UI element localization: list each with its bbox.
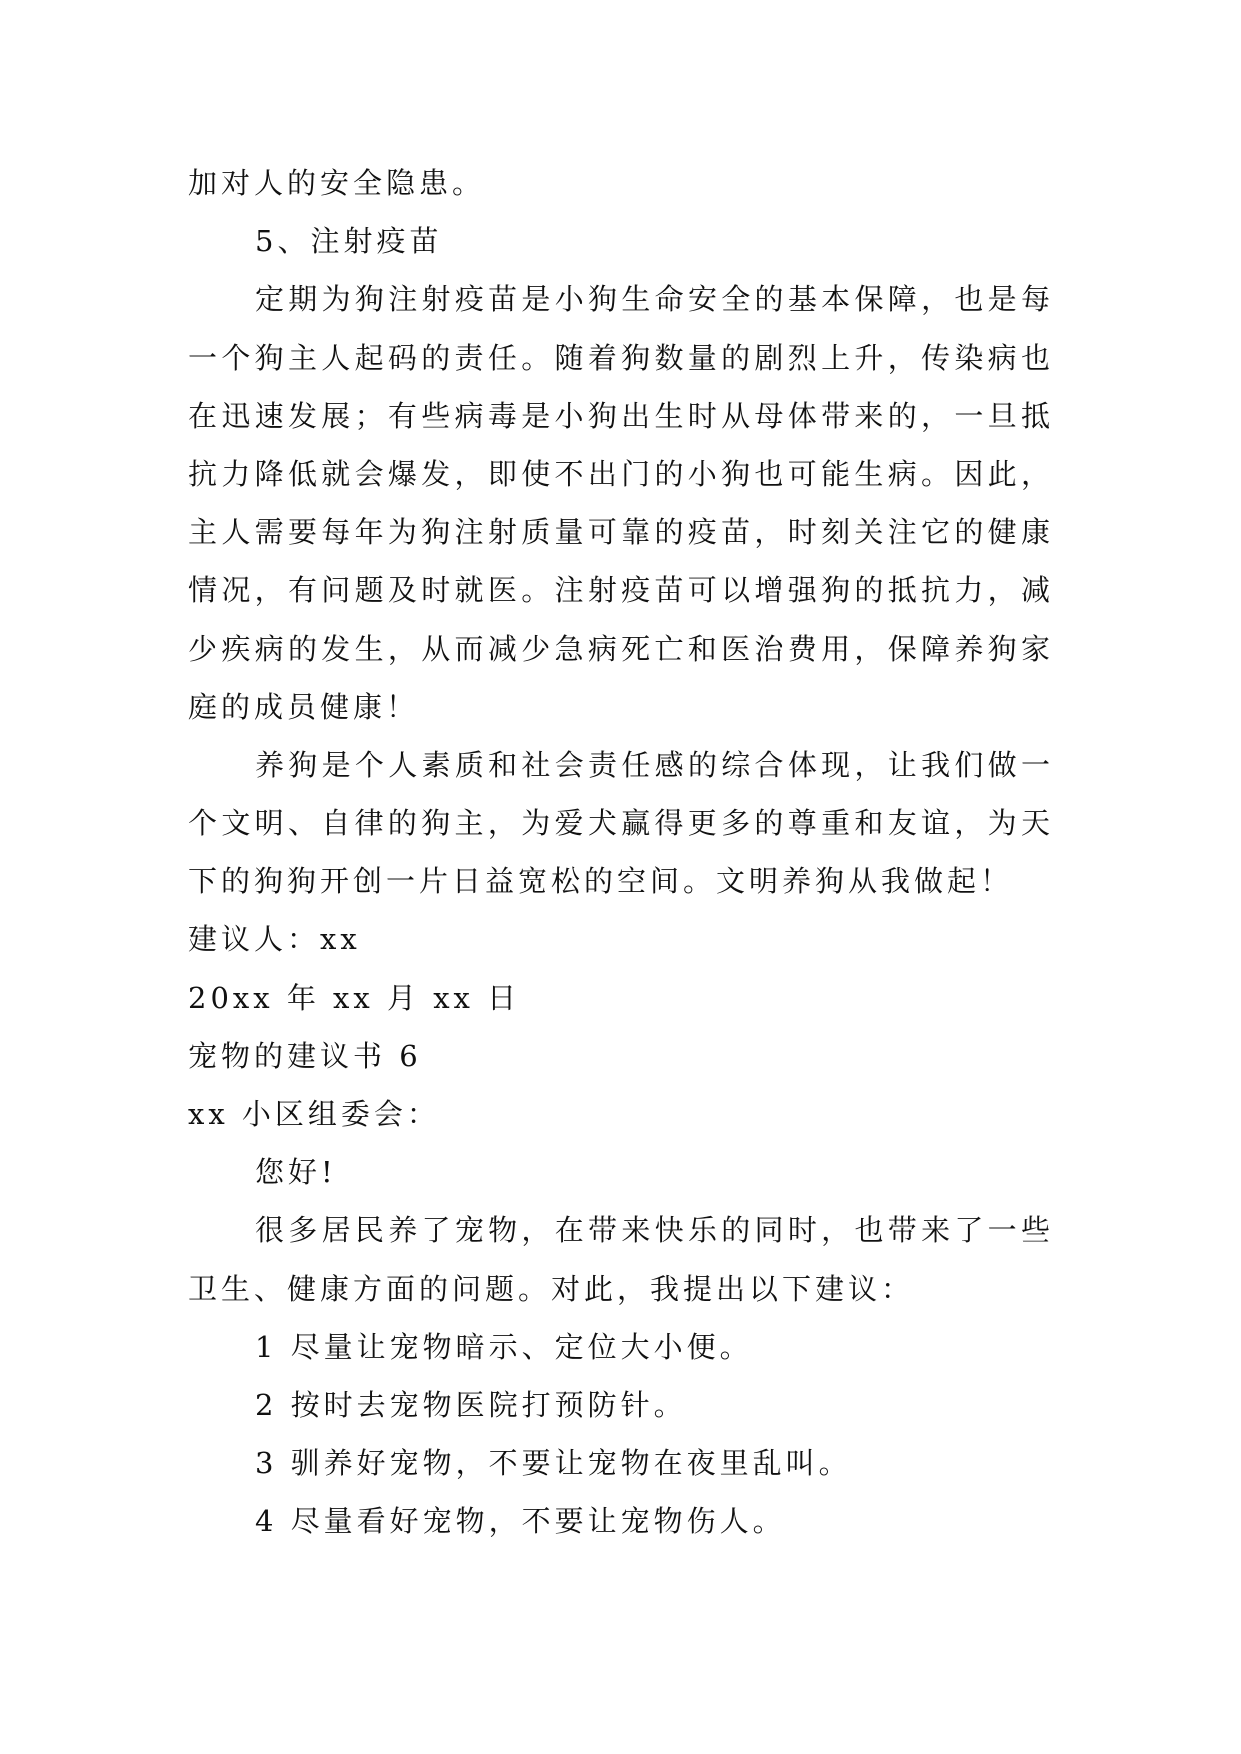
- suggestion-item: 1 尽量让宠物暗示、定位大小便。: [255, 1329, 753, 1364]
- paragraph-line: 个文明、自律的狗主，为爱犬赢得更多的尊重和友谊，为天: [188, 806, 1054, 841]
- paragraph-line: 很多居民养了宠物，在带来快乐的同时，也带来了一些: [255, 1213, 1054, 1248]
- paragraph-line: 卫生、健康方面的问题。对此，我提出以下建议：: [188, 1271, 915, 1306]
- suggestion-item: 3 驯养好宠物，不要让宠物在夜里乱叫。: [255, 1446, 852, 1481]
- section-heading: 5、注射疫苗: [255, 224, 443, 259]
- paragraph-line: 养狗是个人素质和社会责任感的综合体现，让我们做一: [255, 747, 1054, 782]
- letter-title: 宠物的建议书 6: [188, 1038, 422, 1073]
- paragraph-line: 在迅速发展；有些病毒是小狗出生时从母体带来的，一旦抵: [188, 398, 1054, 433]
- letter-greeting: 您好!: [255, 1155, 337, 1190]
- date-line: 20xx 年 xx 月 xx 日: [188, 980, 521, 1015]
- suggestion-item: 4 尽量看好宠物，不要让宠物伤人。: [255, 1504, 786, 1539]
- paragraph-line: 情况，有问题及时就医。注射疫苗可以增强狗的抵抗力，减: [188, 573, 1054, 608]
- suggestion-item: 2 按时去宠物医院打预防针。: [255, 1387, 687, 1422]
- paragraph-line: 定期为狗注射疫苗是小狗生命安全的基本保障，也是每: [255, 282, 1054, 317]
- paragraph-line: 少疾病的发生，从而减少急病死亡和医治费用，保障养狗家: [188, 631, 1054, 666]
- paragraph-line: 庭的成员健康！: [188, 689, 420, 724]
- letter-recipient: xx 小区组委会：: [188, 1097, 440, 1131]
- paragraph-line: 下的狗狗开创一片日益宽松的空间。文明养狗从我做起！: [188, 864, 1014, 899]
- paragraph-line: 加对人的安全隐患。: [188, 166, 486, 200]
- paragraph-line: 主人需要每年为狗注射质量可靠的疫苗，时刻关注它的健康: [188, 515, 1054, 550]
- paragraph-line: 抗力降低就会爆发，即使不出门的小狗也可能生病。因此，: [188, 456, 1054, 491]
- document-body: [188, 154, 1054, 1551]
- paragraph-line: 一个狗主人起码的责任。随着狗数量的剧烈上升，传染病也: [188, 340, 1054, 375]
- signer-line: 建议人：xx: [188, 922, 361, 957]
